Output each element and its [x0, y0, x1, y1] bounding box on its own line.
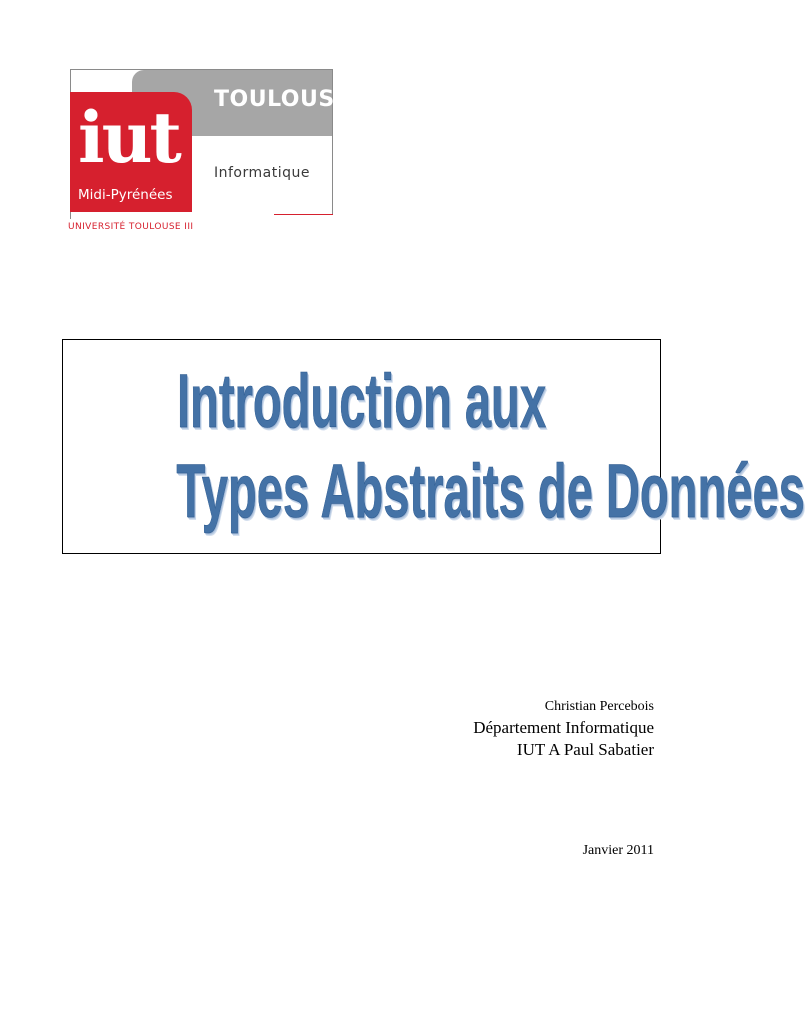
logo-region: Midi-Pyrénées: [78, 187, 173, 203]
author-block: [473, 697, 654, 761]
logo-red-block: [70, 92, 192, 212]
logo-department: Informatique: [214, 165, 310, 181]
title-line-1: Introduction aux: [176, 359, 547, 444]
logo-city: TOULOUSE: [214, 87, 351, 112]
author-institution: IUT A Paul Sabatier: [516, 740, 654, 759]
author-department: Département Informatique: [473, 718, 654, 737]
title-line-2: Types Abstraits de Données: [176, 449, 805, 534]
title-box: [62, 339, 805, 554]
logo-university: UNIVERSITÉ TOULOUSE III: [68, 222, 194, 232]
iut-logo: [68, 69, 351, 237]
logo-brand: iut: [78, 96, 179, 179]
publication-date: Janvier 2011: [582, 843, 654, 858]
author-name: Christian Percebois: [544, 699, 654, 714]
logo-divider: [274, 214, 333, 215]
